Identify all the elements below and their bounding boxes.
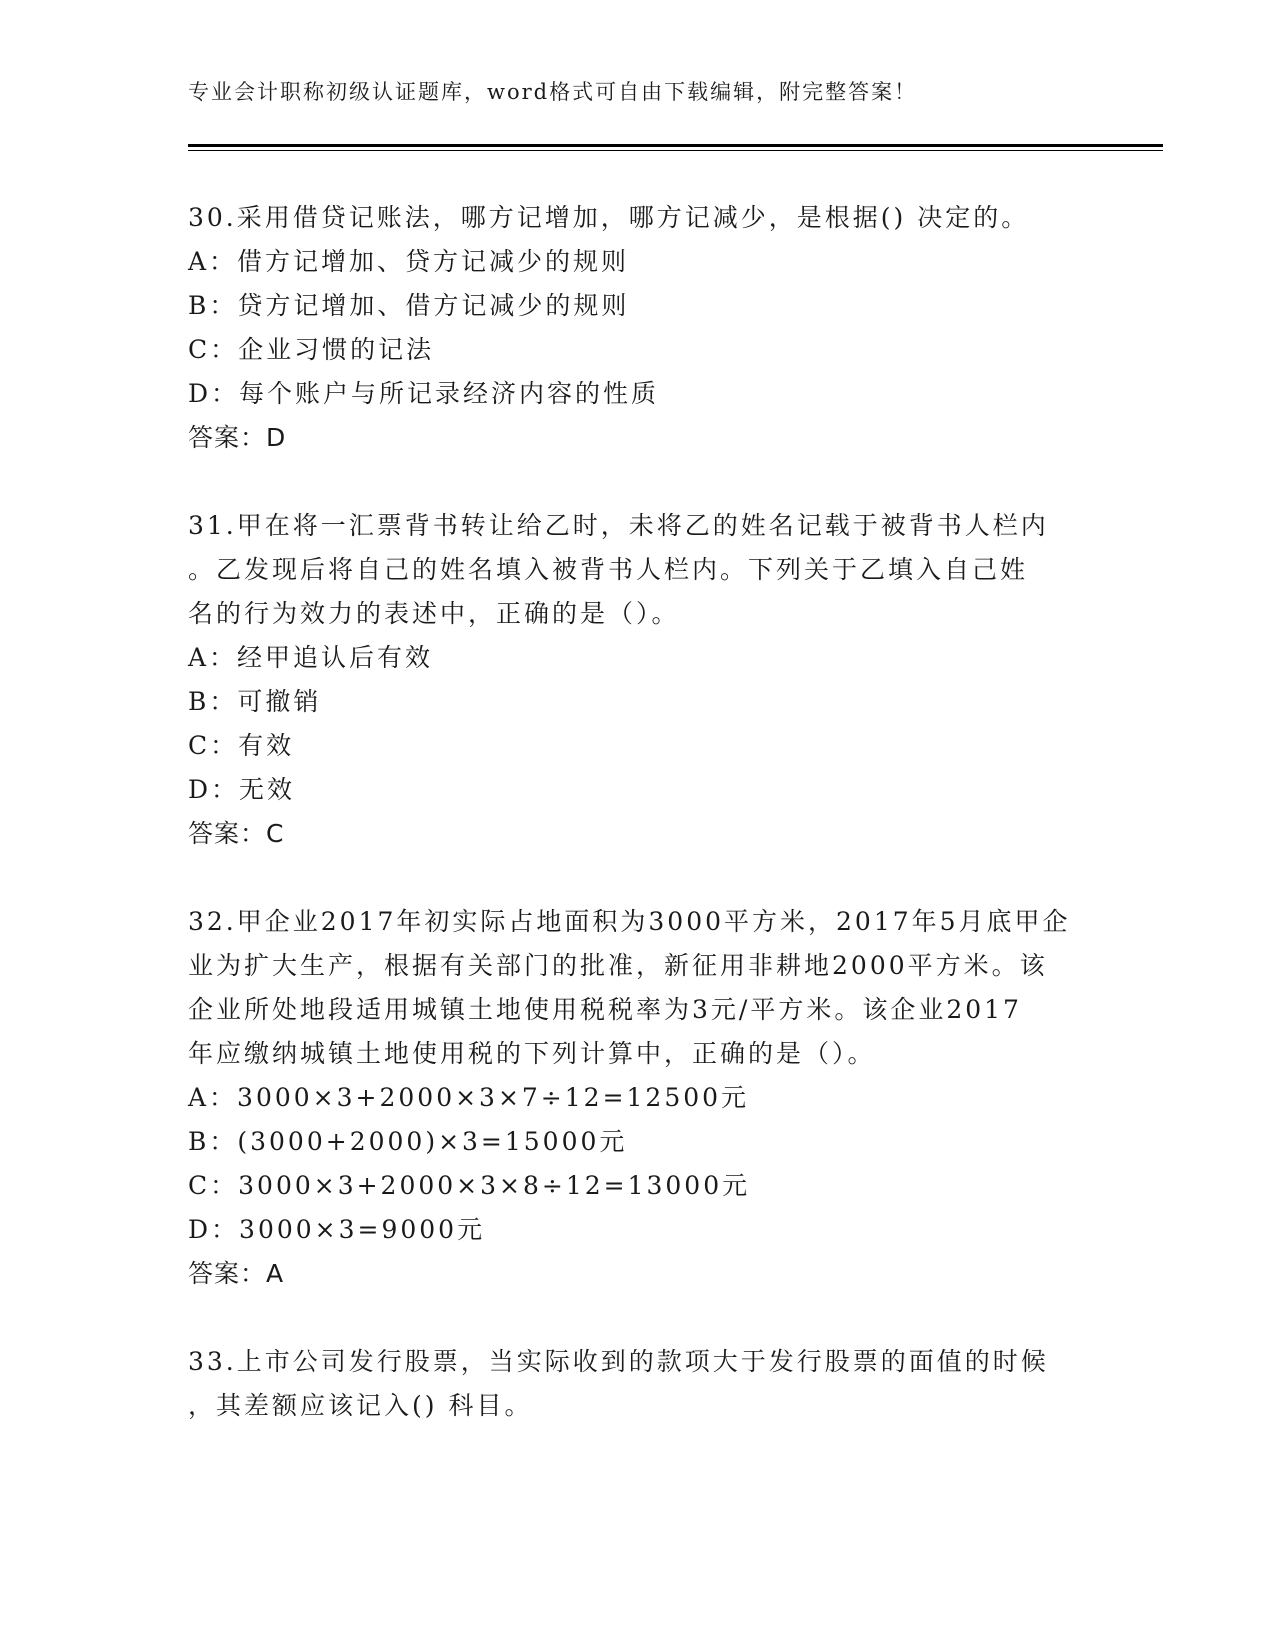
- question-30-answer: 答案：D: [188, 423, 287, 452]
- question-31-stem-line-2: 。乙发现后将自己的姓名填入被背书人栏内。下列关于乙填入自己姓: [188, 555, 1029, 584]
- question-30-option-c: C：企业习惯的记法: [188, 335, 435, 364]
- question-32-option-c: C：3000×3+2000×3×8÷12=13000元: [188, 1171, 751, 1200]
- question-30-option-b: B：贷方记增加、借方记减少的规则: [188, 291, 630, 320]
- question-32-stem-line-2: 业为扩大生产，根据有关部门的批准，新征用非耕地2000平方米。该: [188, 951, 1048, 980]
- question-32-option-b: B：(3000+2000)×3=15000元: [188, 1127, 628, 1156]
- question-32-answer: 答案：A: [188, 1259, 285, 1288]
- question-31-option-d: D：无效: [188, 775, 296, 804]
- question-31-answer: 答案：C: [188, 819, 285, 848]
- question-33-stem-line-2: ，其差额应该记入() 科目。: [188, 1391, 533, 1420]
- question-33-stem-line-1: 33.上市公司发行股票，当实际收到的款项大于发行股票的面值的时候: [188, 1347, 1049, 1376]
- question-32-stem-line-4: 年应缴纳城镇土地使用税的下列计算中，正确的是（）。: [188, 1039, 876, 1068]
- question-32-stem-line-1: 32.甲企业2017年初实际占地面积为3000平方米，2017年5月底甲企: [188, 907, 1071, 936]
- question-32-option-d: D：3000×3=9000元: [188, 1215, 486, 1244]
- question-31-stem-line-1: 31.甲在将一汇票背书转让给乙时，未将乙的姓名记载于被背书人栏内: [188, 511, 1049, 540]
- question-32-stem-line-3: 企业所处地段适用城镇土地使用税税率为3元/平方米。该企业2017: [188, 995, 1022, 1024]
- question-31-stem-line-3: 名的行为效力的表述中，正确的是（）。: [188, 599, 680, 628]
- question-30-stem-line-1: 30.采用借贷记账法，哪方记增加，哪方记减少，是根据() 决定的。: [188, 203, 1030, 232]
- header-divider-thin: [188, 150, 1163, 151]
- question-31-option-a: A：经甲追认后有效: [188, 643, 434, 672]
- question-31-option-c: C：有效: [188, 731, 295, 760]
- header-divider: [188, 144, 1163, 147]
- question-30-option-a: A：借方记增加、贷方记减少的规则: [188, 247, 630, 276]
- question-30-option-d: D：每个账户与所记录经济内容的性质: [188, 379, 660, 408]
- page-header: 专业会计职称初级认证题库，word格式可自由下载编辑，附完整答案！: [188, 80, 918, 104]
- question-32-option-a: A：3000×3+2000×3×7÷12=12500元: [188, 1083, 750, 1112]
- question-31-option-b: B：可撤销: [188, 687, 322, 716]
